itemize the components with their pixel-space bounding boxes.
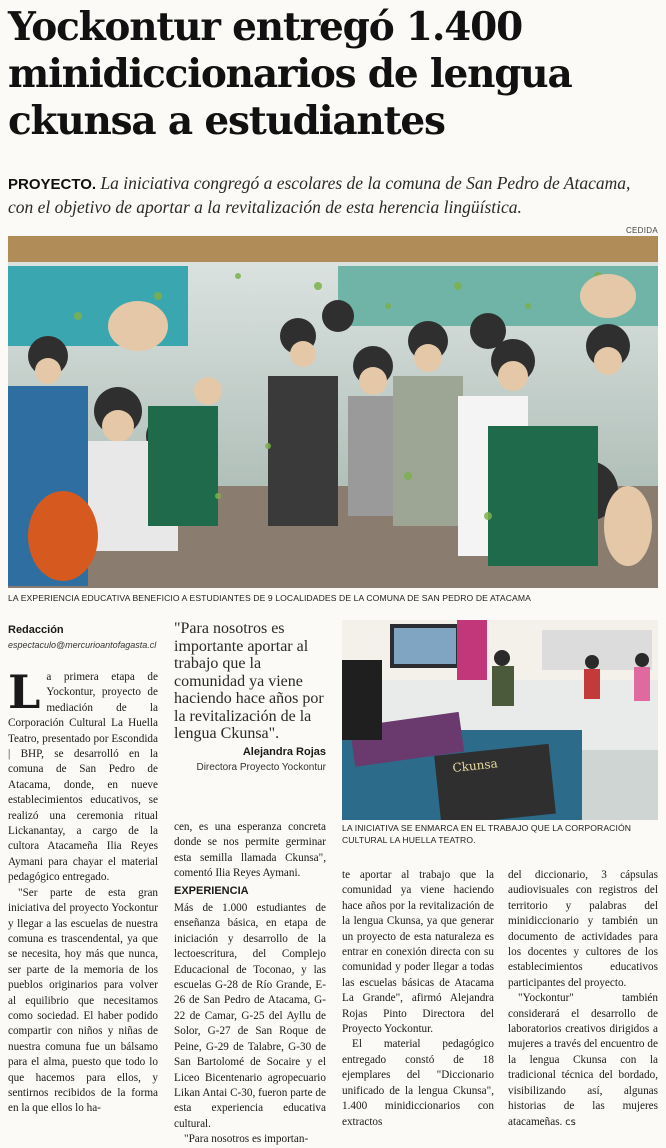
pull-quote-name: Alejandra Rojas: [242, 746, 326, 758]
author-email[interactable]: espectaculo@mercurioantofagasta.cl: [8, 640, 157, 650]
col2-paragraph-3: "Para nosotros es importan-: [184, 1133, 309, 1146]
end-mark: cs: [565, 1116, 576, 1128]
deck: [8, 172, 658, 219]
main-photo-illustration: [8, 236, 658, 588]
deck-text: La iniciativa congregó a escolares de la comuna de San Pedro de Atacama, con el objetivo de aportar a la revitalización de esta herencia lingüística.: [8, 173, 631, 217]
col4-paragraph-2: "Yockontur" también considerará el desarrollo de laboratorios creativos dirigidos a mujeres a través del encuentro de la lengua Ckunsa con la tradicional técnica del bordado, visibilizando así, algunas historias de las mujeres atacameñas.: [508, 992, 658, 1128]
book-title: Ckunsa: [451, 756, 499, 776]
col1-paragraph-2: "Ser parte de esta gran iniciativa del proyecto Yockontur y llegar a las escuelas de nuestra comuna es trascendental, ya que se necesita, hoy más que nunca, ser parte de la memoria de los pueblos originarios para volver al equilibrio que necesitamos como sociedad. El haber podido compartir con niños y niñas de nuestra comuna fue un bálsamo para el alma, puesto que todo lo que hacemos para ellos, y sentirnos recibidos de la forma en la que ellos lo ha-: [8, 886, 158, 1115]
secondary-photo-illustration: [342, 620, 658, 820]
article-column-2: [174, 820, 326, 1148]
main-photo-caption: LA EXPERIENCIA EDUCATIVA BENEFICIO A ESTUDIANTES DE 9 LOCALIDADES DE LA COMUNA DE SAN PEDRO DE ATACAMA: [8, 593, 531, 603]
secondary-photo-caption: LA INICIATIVA SE ENMARCA EN EL TRABAJO QUE LA CORPORACIÓN CULTURAL LA HUELLA TEATRO.: [342, 823, 632, 845]
col3-paragraph-1: te aportar al trabajo que la comunidad ya viene haciendo hace años por la revitalización de la lengua Ckunsa, ya que generar un proyecto de esta naturaleza es entrar en conexión directa con su comunidad y poder llegar a todas las escuelas básicas de Atacama La Grande", afirmó Alejandra Rojas Pinto Directora del Proyecto Yockontur.: [342, 869, 494, 1036]
subhead-experiencia: EXPERIENCIA: [174, 884, 249, 897]
pull-quote-role: Directora Proyecto Yockontur: [196, 762, 326, 773]
article-column-4: [508, 868, 658, 1130]
col2-paragraph-1: cen, es una esperanza concreta donde se nos permite germinar esta semilla llamada Ckunsa", comentó Ilia Reyes Aymani.: [174, 821, 326, 880]
col3-paragraph-2: El material pedagógico entregado constó de 18 ejemplares del "Diccionario unificado de la lengua Ckunsa", 1.400 minidiccionarios con extractos: [342, 1038, 494, 1128]
article-column-1: [8, 665, 158, 1117]
col4-paragraph-1: del diccionario, 3 cápsulas audiovisuales con registros del territorio y palabras del minidiccionario y también un documento de actividades para los docentes y cultores de los establecimientos educativos participantes del proyecto.: [508, 869, 658, 989]
col1-paragraph-1: a primera etapa de Yockontur, proyecto de mediación de la Corporación Cultural La Huella Teatro, presentado por Escondida | BHP, se desarrolló en la comuna de San Pedro de Atacama, donde, en nueve establecimientos educativos, se realizó una ceremonia ritual Lickanantay, a cargo de la cultora Atacameña Ilia Reyes Aymani para chayar el material pedagógico entregado.: [8, 671, 158, 884]
photo-credit: CEDIDA: [625, 226, 658, 235]
article-column-3: [342, 868, 494, 1130]
col2-paragraph-2: Más de 1.000 estudiantes de enseñanza básica, en etapa de iniciación y desarrollo de la lectoescritura, del Complejo Educacional de Toconao, y las escuelas G-28 de Río Grande, E-26 de San Pedro de Atacama, G-22 de Camar, G-25 del Ayllu de Solor, G-27 de San Roque de Peine, G-29 de Talabre, G-30 de San Bartolomé de Socaire y el Liceo Bicentenario agropecuario Likan Antai C-30, fueron parte de esta experiencia educativa cultural.: [174, 902, 326, 1130]
main-photo: [8, 236, 658, 588]
deck-kicker: PROYECTO.: [8, 176, 97, 193]
headline: Yockontur entregó 1.400 minidiccionarios de lengua ckunsa a estudiantes: [8, 4, 572, 144]
dropcap: L: [8, 665, 41, 719]
secondary-photo: [342, 620, 658, 820]
pull-quote: "Para nosotros es importante aportar al trabajo que la comunidad ya viene haciendo hace años por la revitalización de la lengua Ckunsa".: [174, 620, 324, 742]
byline: Redacción: [8, 624, 64, 636]
